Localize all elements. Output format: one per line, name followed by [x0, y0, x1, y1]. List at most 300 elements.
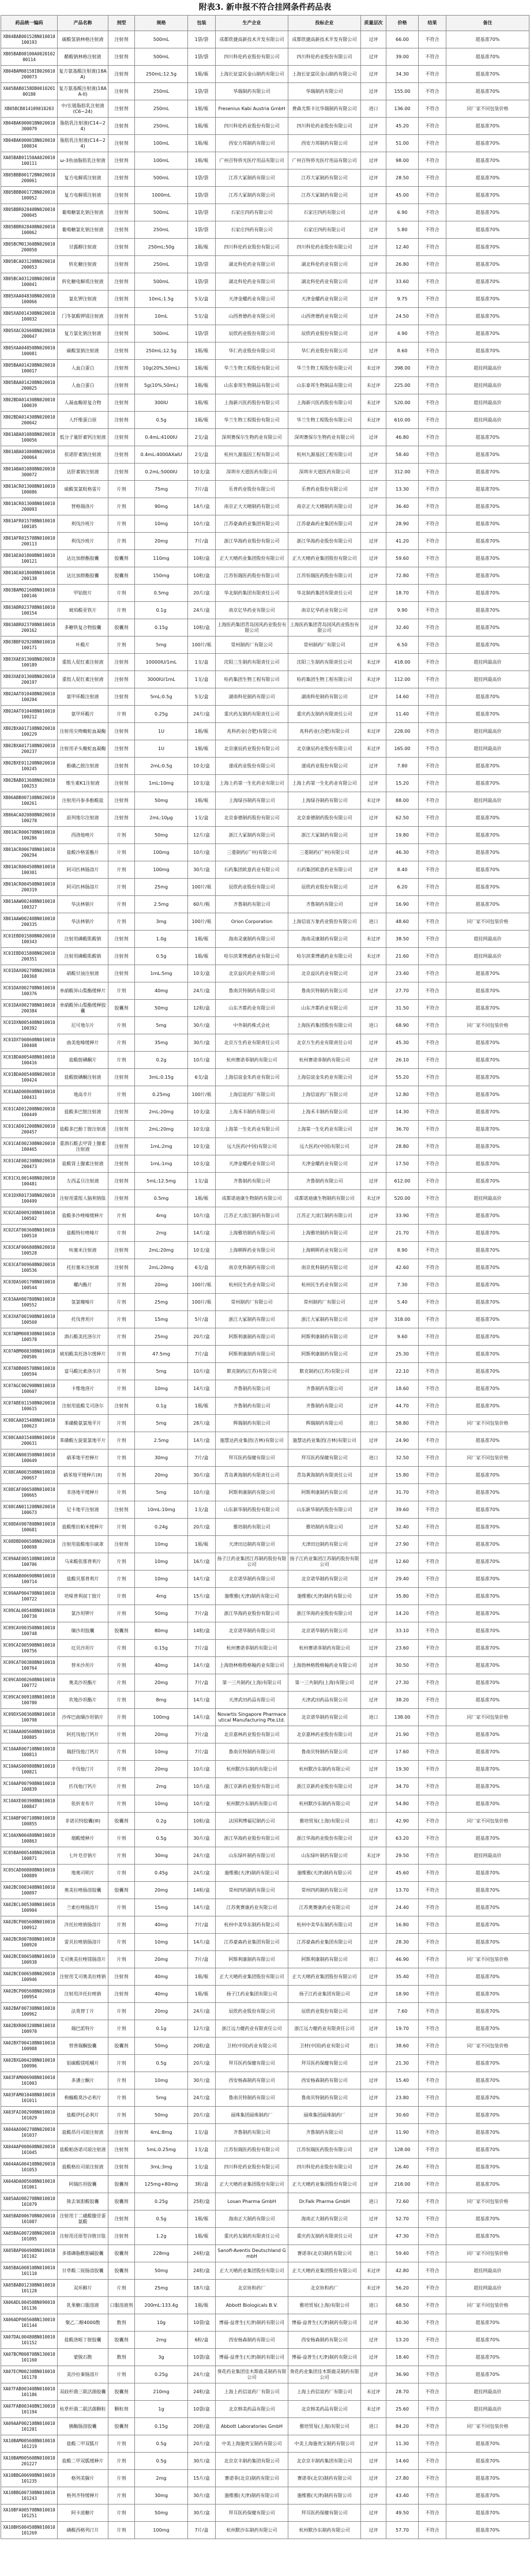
table-cell: 注射用泮托拉唑钠	[58, 1986, 108, 2003]
table-cell: 4.90	[386, 325, 419, 342]
table-cell: 华兰生物工程股份有限公司	[216, 360, 288, 377]
table-cell: XC01AAD00860BN010010100431	[1, 1086, 58, 1104]
table-cell: 片剂	[108, 1640, 135, 1657]
table-cell: XC01CAE00230BN020010100465	[1, 1138, 58, 1155]
table-cell: 注射剂	[108, 239, 135, 256]
table-cell: 博福-益普生(天津)制药有限公司	[216, 2349, 288, 2366]
table-cell: 过评	[361, 83, 386, 100]
table-cell: 复方氯化钠注射液	[58, 325, 108, 342]
table-cell: XB02BXA01710BN020010100229	[1, 723, 58, 740]
table-cell: 12片/盒	[188, 827, 216, 844]
table-cell: 默克制药(江苏)有限公司	[288, 1363, 361, 1380]
table-cell: 500mL	[135, 273, 188, 291]
table-cell: 江苏大冢制药有限公司	[288, 187, 361, 204]
table-cell: 复方电解质注射液	[58, 170, 108, 187]
table-cell: 不符合	[419, 515, 446, 533]
table-cell: 不符合	[419, 879, 446, 896]
table-cell: 齐鲁制药有限公司	[216, 1398, 288, 1415]
table-cell: 过评	[361, 1899, 386, 1916]
table-cell: 片剂	[108, 879, 135, 896]
table-cell: 葡萄糖氯化钠注射液	[58, 221, 108, 239]
table-cell: 超基准70%	[446, 1121, 529, 1138]
table-row	[1, 1778, 529, 1795]
table-cell: 过评	[361, 758, 386, 775]
table-cell: 47.5mg	[135, 1346, 188, 1363]
table-cell: 10片/盒	[188, 1778, 216, 1795]
table-cell: 西安杨森制药有限公司	[288, 2332, 361, 2349]
table-cell: 10mg	[135, 1553, 188, 1571]
table-cell: 片剂	[108, 1311, 135, 1328]
table-cell: 31.50	[386, 1000, 419, 1017]
table-cell: 湖南科伦制药有限公司	[216, 688, 288, 706]
table-cell: 注射剂	[108, 965, 135, 982]
table-cell: 注射剂	[108, 948, 135, 965]
table-cell: 18.70	[386, 585, 419, 602]
table-cell: 乐普药业股份有限公司	[216, 481, 288, 498]
table-cell: 阿斯利康制药有限公司	[216, 1346, 288, 1363]
table-cell: 63.20	[386, 1830, 419, 1847]
table-row	[1, 2055, 529, 2072]
table-cell: 过评	[361, 1916, 386, 1934]
table-cell: 拜耳医药保健有限公司	[288, 2055, 361, 2072]
table-row	[1, 1398, 529, 1415]
table-row	[1, 1674, 529, 1692]
table-cell: 江苏奥赛康药业有限公司	[288, 1899, 361, 1916]
table-cell: 注射剂	[108, 775, 135, 792]
table-cell: XC01CAD01200BN020010100449	[1, 1104, 58, 1121]
table-cell: 地高辛片	[58, 1086, 108, 1104]
table-cell: 注射剂	[108, 429, 135, 446]
table-cell: 超基准70%	[446, 446, 529, 464]
table-cell: 80mg	[135, 1622, 188, 1640]
table-cell: 胶囊剂	[108, 567, 135, 585]
table-cell: 超基准70%	[446, 2505, 529, 2522]
table-cell: XB03XAE01300BN020010200197	[1, 671, 58, 688]
column-header: 生产企业	[216, 16, 288, 31]
table-cell: 不符合	[419, 2418, 446, 2435]
table-cell: 注射剂	[108, 740, 135, 758]
table-cell: 成都诺迪康生物制药有限公司	[288, 1190, 361, 1207]
table-cell: 50mg	[135, 2038, 188, 2055]
table-row	[1, 100, 529, 118]
table-cell: 超基准70%	[446, 2470, 529, 2487]
table-cell: 注射剂	[108, 360, 135, 377]
table-row	[1, 308, 529, 325]
table-cell: XB01AFR01570BN010010200113	[1, 533, 58, 550]
table-cell: 注射剂	[108, 1190, 135, 1207]
table-cell: 30.60	[386, 2107, 419, 2124]
table-cell: 不符合	[419, 118, 446, 135]
table-cell: 30片/盒	[188, 2072, 216, 2089]
table-cell: 正大天晴药业集团股份有限公司	[288, 2262, 361, 2280]
table-cell: 北京京丰制药集团有限公司	[216, 2453, 288, 2470]
table-cell: 过评	[361, 2124, 386, 2141]
table-cell: 天津金耀药业有限公司	[288, 291, 361, 308]
table-cell: 0.15g	[135, 1640, 188, 1657]
table-cell: 石家庄四药有限公司	[288, 221, 361, 239]
table-cell: XB05BAA01420BN020010100017	[1, 360, 58, 377]
table-cell: 不符合	[419, 1726, 446, 1743]
table-cell: 琥珀酸亚铁片	[58, 602, 108, 619]
table-cell: 施维雅(天津)制药有限公司	[288, 1588, 361, 1605]
table-cell: 不符合	[419, 844, 446, 861]
table-cell: 海南正大制药有限公司	[288, 2210, 361, 2228]
table-cell: Orion Corporation	[216, 913, 288, 931]
table-cell: 不符合	[419, 2176, 446, 2193]
table-row	[1, 1207, 529, 1225]
table-cell: 18.60	[386, 1380, 419, 1398]
table-cell: 0.45g	[135, 1865, 188, 1882]
table-cell: 苯磺酸氨氯地平片	[58, 1415, 108, 1432]
table-cell: 江苏大冢制药有限公司	[216, 170, 288, 187]
table-cell: 胶囊剂	[108, 2193, 135, 2210]
table-cell: 33.10	[386, 1622, 419, 1640]
table-cell: 39.00	[386, 48, 419, 66]
table-cell: 6.20	[386, 879, 419, 896]
table-cell: 片剂	[108, 1086, 135, 1104]
table-cell: 不符合	[419, 412, 446, 429]
table-cell: 过评	[361, 1553, 386, 1571]
table-cell: 过评	[361, 118, 386, 135]
table-cell: XB05BBR02840BN020010200045	[1, 204, 58, 221]
table-cell: 不符合	[419, 931, 446, 948]
table-cell: 默克制药(江苏)有限公司	[216, 1363, 288, 1380]
table-cell: 100mg	[135, 861, 188, 879]
table-cell: 不符合	[419, 1138, 446, 1155]
table-cell: 依折麦布片	[58, 1795, 108, 1813]
table-cell: 10片/盒	[188, 1363, 216, 1380]
table-cell: 注射剂	[108, 446, 135, 464]
table-cell: 1瓶/瓶	[188, 1190, 216, 1207]
table-cell: 胶囊剂	[108, 1813, 135, 1830]
table-cell: 超基准70%	[446, 2487, 529, 2505]
table-cell: 10mg	[135, 1795, 188, 1813]
table-cell: 过评	[361, 481, 386, 498]
table-cell: 14片/盒	[188, 1934, 216, 1951]
table-cell: 过评	[361, 1432, 386, 1449]
table-cell: 浙江大冢制药有限公司	[288, 827, 361, 844]
table-cell: 赛诺菲(北京)制药有限公司	[288, 2245, 361, 2262]
table-cell: 北京康辰药业股份有限公司	[288, 740, 361, 758]
table-cell: XA07DAL00480BN010010101152	[1, 2332, 58, 2349]
table-cell: 90mg	[135, 498, 188, 515]
table-cell: 兆科药业(合肥)有限公司	[288, 723, 361, 740]
table-cell: 费森尤斯卡比华瑞制药有限公司	[288, 100, 361, 118]
table-row	[1, 1363, 529, 1380]
table-cell: 2.5mg	[135, 896, 188, 913]
table-cell: 施维雅(天津)制药有限公司	[288, 1865, 361, 1882]
table-cell: 25.60	[386, 2401, 419, 2418]
table-cell: 14粒/盒	[188, 1882, 216, 1899]
table-cell: 1袋/袋	[188, 256, 216, 273]
table-cell: 片剂	[108, 1294, 135, 1311]
table-row	[1, 446, 529, 464]
table-cell: 14.60	[386, 2453, 419, 2470]
table-cell: 杭州九源基因工程有限公司	[216, 446, 288, 464]
table-cell: 14.20	[386, 1605, 419, 1622]
table-cell: 上海雅培制药有限公司	[288, 1225, 361, 1242]
table-cell: 43.40	[386, 2487, 419, 2505]
table-cell: 上海医药集团青岛国风药业股份有限公司	[216, 619, 288, 637]
table-cell: 过评	[361, 1276, 386, 1294]
table-cell: 注射剂	[108, 66, 135, 83]
table-cell: 过评	[361, 1104, 386, 1121]
table-cell: 41.20	[386, 533, 419, 550]
table-cell: 进口	[361, 1709, 386, 1726]
table-cell: 10mL:1.5g	[135, 291, 188, 308]
table-cell: 硝苯地平缓释片(II)	[58, 1467, 108, 1484]
table-cell: 注射剂	[108, 688, 135, 706]
table-cell: 不符合	[419, 1813, 446, 1830]
table-cell: 不符合	[419, 1017, 446, 1034]
table-cell: 氯沙坦钾片	[58, 1605, 108, 1622]
table-cell: 10片/盒	[188, 515, 216, 533]
table-row	[1, 1830, 529, 1847]
table-cell: 片剂	[108, 2280, 135, 2297]
table-cell: 江苏豪森药业集团有限公司	[216, 1934, 288, 1951]
table-cell: XA04AAG00410BN020010101053	[1, 2159, 58, 2176]
table-row	[1, 1605, 529, 1622]
table-cell: 盐酸胺碘酮注射液	[58, 1069, 108, 1086]
table-cell: 不符合	[419, 1207, 446, 1225]
table-cell: 过评	[361, 498, 386, 515]
table-cell: 胶囊剂	[108, 2418, 135, 2435]
table-cell: 过评	[361, 429, 386, 446]
table-cell: 10mg	[135, 1571, 188, 1588]
table-row	[1, 1916, 529, 1934]
table-cell: XB02AAT01040BN020010100204	[1, 688, 58, 706]
table-cell: XC09AAE00510BN010010100706	[1, 1553, 58, 1571]
table-cell: 超基准70%	[446, 118, 529, 135]
table-cell: 南京正大天晴制药有限公司	[288, 498, 361, 515]
table-cell: 拜耳医药保健有限公司	[216, 2055, 288, 2072]
table-cell: 颗粒剂	[108, 2401, 135, 2418]
table-cell: 不符合	[419, 1657, 446, 1674]
table-cell: 超基准70%	[446, 135, 529, 152]
table-cell: 替米沙坦片	[58, 1657, 108, 1674]
table-cell: 过评	[361, 688, 386, 706]
table-cell: 超基准70%	[446, 1155, 529, 1173]
table-cell: 阿司匹林肠溶片	[58, 861, 108, 879]
table-cell: 人纤维蛋白原	[58, 412, 108, 429]
table-cell: 超基准70%	[446, 2072, 529, 2089]
table-cell: XC10AAA00560BN010010100805	[1, 1726, 58, 1743]
table-cell: 1袋/袋	[188, 48, 216, 66]
table-cell: 浙江大冢制药有限公司	[216, 1311, 288, 1328]
table-cell: 杭州赛诺菲制药有限公司	[288, 1640, 361, 1657]
table-cell: 过评	[361, 204, 386, 221]
table-cell: 马来酸依那普利片	[58, 1553, 108, 1571]
table-cell: 同厂家不同包装价格	[446, 1951, 529, 1968]
table-cell: 24片/盒	[188, 2003, 216, 2020]
table-row	[1, 170, 529, 187]
table-cell: 片剂	[108, 1017, 135, 1034]
table-cell: 不符合	[419, 1449, 446, 1467]
table-row	[1, 394, 529, 412]
table-cell: 超基准70%	[446, 809, 529, 827]
table-cell: XA10BAM00560BN010010201227	[1, 2453, 58, 2470]
table-row	[1, 1155, 529, 1173]
table-cell: 610.00	[386, 412, 419, 429]
table-cell: 鲁南贝特制药有限公司	[216, 1743, 288, 1761]
table-cell: XB05BBB00172BN020010200061	[1, 170, 58, 187]
table-cell: 杭州赛诺菲制药有限公司	[216, 1640, 288, 1657]
table-cell: 超基准70%	[446, 291, 529, 308]
table-cell: 杭州民生药业有限公司	[216, 1276, 288, 1294]
table-cell: 片剂	[108, 1380, 135, 1398]
table-row	[1, 83, 529, 100]
table-cell: 228.00	[386, 723, 419, 740]
table-cell: 5片/盒	[188, 1311, 216, 1328]
table-cell: 片剂	[108, 2366, 135, 2383]
table-cell: 10片/盒	[188, 1795, 216, 1813]
table-cell: 5mL:0.25mg	[135, 2141, 188, 2159]
table-row	[1, 931, 529, 948]
table-cell: 14.30	[386, 1104, 419, 1121]
table-cell: XB02BDA01430BN020010100039	[1, 394, 58, 412]
table-cell: 1mL:1mg	[135, 1155, 188, 1173]
table-cell: 片剂	[108, 1795, 135, 1813]
table-cell: 84.20	[386, 2418, 419, 2435]
table-cell: 15mg	[135, 1311, 188, 1328]
table-cell: 低分子量肝素钙注射液	[58, 429, 108, 446]
table-cell: 深圳赛保尔生物药业有限公司	[288, 429, 361, 446]
table-cell: 北京诺华制药有限公司	[216, 1622, 288, 1640]
table-cell: 北京诺华制药有限公司	[288, 1571, 361, 1588]
table-cell: 24片/盒	[188, 1865, 216, 1882]
table-cell: 广州百特侨光医疗用品有限公司	[288, 152, 361, 170]
table-cell: 北京诺华制药有限公司	[288, 1709, 361, 1726]
table-cell: 浙江大冢制药有限公司	[216, 827, 288, 844]
table-cell: 片剂	[108, 1052, 135, 1069]
product-table	[1, 15, 529, 2539]
table-row	[1, 1086, 529, 1104]
table-cell: XC01BDA00540BN020010100424	[1, 1069, 58, 1086]
table-cell: 杭州中美华东制药有限公司	[216, 1916, 288, 1934]
table-cell: 54.80	[386, 1795, 419, 1813]
table-cell: 250mL	[135, 256, 188, 273]
table-cell: 7.60	[386, 2003, 419, 2020]
table-cell: 0.1g	[135, 2020, 188, 2038]
table-cell: 6.90	[386, 204, 419, 221]
table-cell: 三菱制药(广州)有限公司	[288, 844, 361, 861]
table-cell: 不符合	[419, 1778, 446, 1795]
table-cell: 超基准70%	[446, 1986, 529, 2003]
table-cell: 片剂	[108, 1951, 135, 1968]
table-cell: 中外制药株式会社	[216, 1017, 288, 1034]
table-cell: 常州四药制药有限公司	[216, 1882, 288, 1899]
table-cell: 进口	[361, 1813, 386, 1830]
table-cell: 1瓶/瓶	[188, 1986, 216, 2003]
table-cell: 59.60	[386, 550, 419, 567]
table-row	[1, 1104, 529, 1121]
table-cell: 不符合	[419, 1640, 446, 1657]
table-cell: 0.5mg	[135, 1190, 188, 1207]
table-cell: 过评	[361, 1173, 386, 1190]
table-cell: 氨甲环酸注射液	[58, 688, 108, 706]
table-cell: 超基准70%	[446, 481, 529, 498]
table-cell: 1瓶/瓶	[188, 412, 216, 429]
table-row	[1, 550, 529, 567]
table-cell: 南京亿华药业有限公司	[216, 602, 288, 619]
table-row	[1, 239, 529, 256]
table-cell: 10支/盒	[188, 1121, 216, 1138]
table-cell: 盐酸肾上腺素注射液	[58, 1155, 108, 1173]
table-cell: 过评	[361, 221, 386, 239]
table-cell: 哈尔滨莱博通药业有限公司	[288, 948, 361, 965]
table-row	[1, 965, 529, 982]
table-cell: 不符合	[419, 170, 446, 187]
table-cell: 1.0g	[135, 931, 188, 948]
table-cell: 过评	[361, 308, 386, 325]
table-cell: 超基准70%	[446, 2349, 529, 2366]
table-row	[1, 1328, 529, 1346]
table-cell: 泮托拉唑钠肠溶片	[58, 1916, 108, 1934]
table-cell: 广州百特侨光医疗用品有限公司	[216, 152, 288, 170]
table-cell: 1袋/袋	[188, 325, 216, 342]
table-cell: 中美上海施贵宝制药有限公司	[288, 2435, 361, 2453]
table-cell: 鲁南贝特制药有限公司	[216, 2089, 288, 2107]
table-cell: 超挂网最高价	[446, 654, 529, 671]
table-cell: 未过评	[361, 931, 386, 948]
table-cell: 过评	[361, 1034, 386, 1052]
table-cell: 20片/盒	[188, 585, 216, 602]
column-header: 结果	[419, 16, 446, 31]
table-cell: 49.50	[386, 2505, 419, 2522]
table-cell: 1瓶/瓶	[188, 342, 216, 360]
table-cell: 0.5g	[135, 2435, 188, 2453]
table-cell: 50mg	[135, 827, 188, 844]
table-cell: 20片/盒	[188, 1328, 216, 1346]
table-cell: XA02BCL00530BN010010100904	[1, 1899, 58, 1916]
table-cell: 注射剂	[108, 291, 135, 308]
table-cell: 过评	[361, 515, 386, 533]
table-cell: 注射剂	[108, 308, 135, 325]
table-cell: 50mg	[135, 1000, 188, 1017]
table-cell: 四川科伦药业股份有限公司	[288, 48, 361, 66]
table-cell: 不符合	[419, 758, 446, 775]
table-cell: 155.00	[386, 83, 419, 100]
table-cell: 超基准70%	[446, 1830, 529, 1847]
header-row	[1, 16, 529, 31]
table-cell: 0.5g	[135, 2210, 188, 2228]
table-row	[1, 1553, 529, 1571]
table-cell: 20片/盒	[188, 2435, 216, 2453]
table-cell: 片剂	[108, 1709, 135, 1726]
table-cell: 注射剂	[108, 464, 135, 481]
table-cell: 中美上海施贵宝制药有限公司	[216, 2435, 288, 2453]
table-cell: 未过评	[361, 412, 386, 429]
table-cell: 过评	[361, 2505, 386, 2522]
table-cell: 不符合	[419, 1986, 446, 2003]
table-row	[1, 204, 529, 221]
table-cell: 尼卡地平注射液	[58, 1501, 108, 1519]
table-cell: 超基准70%	[446, 48, 529, 66]
table-cell: XB02BAB01360BN020010100253	[1, 775, 58, 792]
table-row	[1, 567, 529, 585]
table-cell: 500mL	[135, 325, 188, 342]
table-cell: 超基准70%	[446, 567, 529, 585]
table-cell: 遂成药业股份有限公司	[288, 758, 361, 775]
table-cell: 注射剂	[108, 221, 135, 239]
table-cell: 46.90	[386, 1951, 419, 1968]
table-cell: 四川科伦药业股份有限公司	[288, 118, 361, 135]
table-cell: 不符合	[419, 1311, 446, 1328]
table-cell: 进口	[361, 100, 386, 118]
table-cell: 超基准70%	[446, 1622, 529, 1640]
table-cell: 不符合	[419, 308, 446, 325]
table-cell: 20mg	[135, 1467, 188, 1484]
